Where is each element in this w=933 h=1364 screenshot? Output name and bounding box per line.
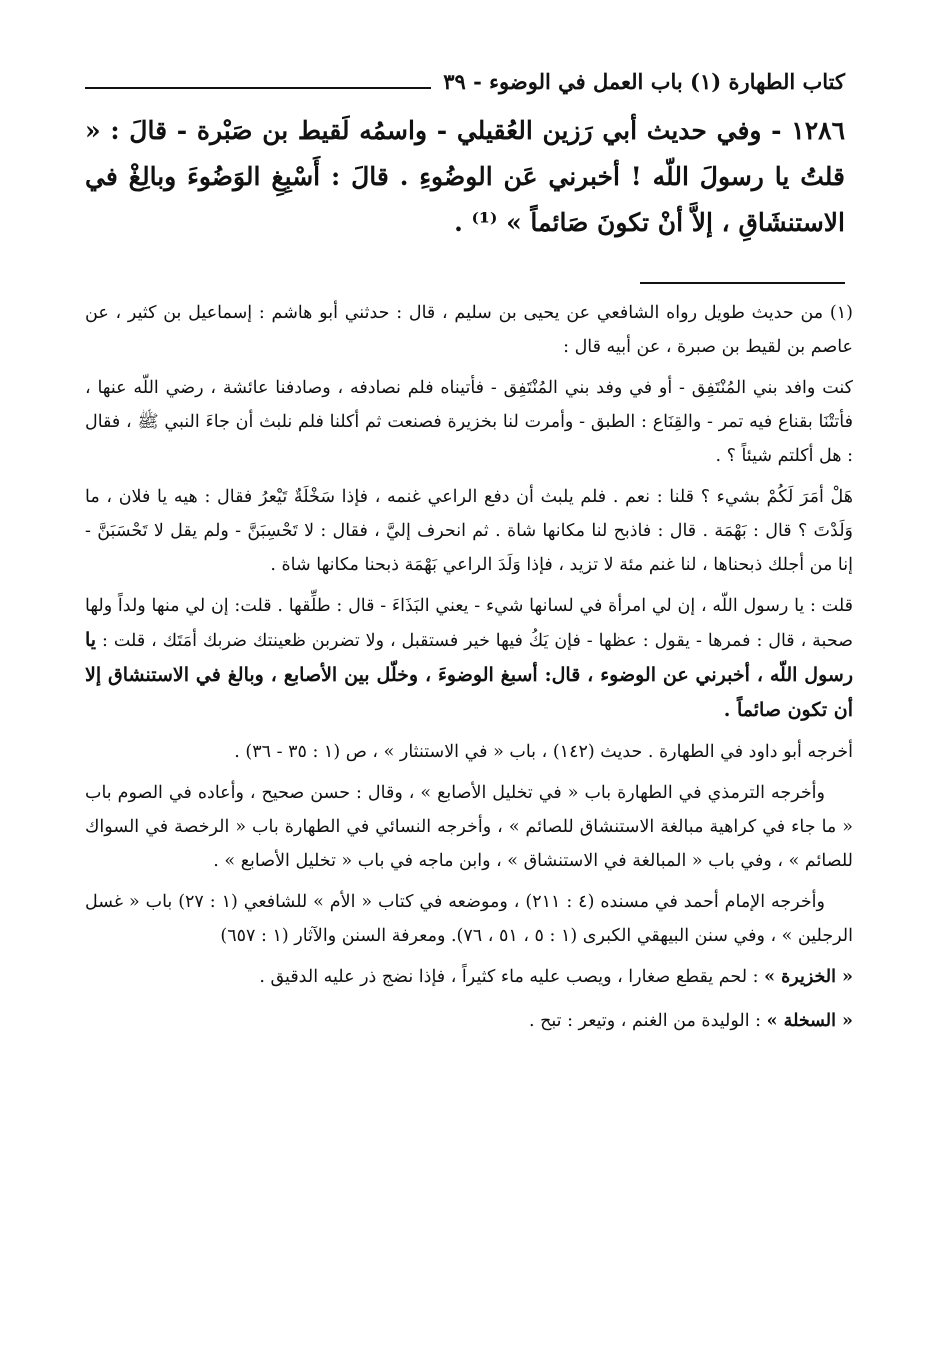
narration-bold-text: يا رسول اللّه ، أخبرني عن الوضوء ، قال: أسبغ الوضوءَ ، وخلّل بين الأصابع ، وبالغ في الاستنشاق إلا أن تكون صائماً . <box>85 629 853 721</box>
hadith-paragraph: ١٢٨٦ - وفي حديث أبي رَزين العُقيلي - واسمُه لَقيط بن صَبْرة - قالَ : « قلتُ يا رسولَ اللّه ! أخبرني عَن الوضُوءِ . قالَ : أَسْبِغِ الوَضُوءَ وبالِغْ في الاستنشَاقِ ، إلاَّ أنْ تكونَ صَائماً » ⁽¹⁾ . <box>85 116 845 237</box>
narration-text: قلت : يا رسول اللّه ، إن لي امرأة في لسانها شيء - يعني البَذَاءَ - قال : طلِّقها . قلت: إن لي منها ولداً ولها صحبة ، قال : فمرها - يقول : عظها - فإن يَكُ فيها خير فستقبل ، ولا تضربن ظعينتك ضربك أمَتَك ، قلت : <box>85 596 853 651</box>
header-title: كتاب الطهارة (١) باب العمل في الوضوء - ٣٩ <box>443 69 845 94</box>
footnote-narration-3 <box>85 589 853 728</box>
glossary-definition: : الوليدة من الغنم ، وتيعر : تبح . <box>528 1011 762 1031</box>
footnote-narration-2: هَلْ أمَرَ لَكُمْ بشيء ؟ قلنا : نعم . فلم يلبث أن دفع الراعي غنمه ، فإذا سَخْلَةٌ تَيْعرُ فقال : هيه يا فلان ، ما وَلَدْتَ ؟ قال : بَهْمَة . قال : فاذبح لنا مكانها شاة . ثم انحرف إليَّ ، فقال : لا تَحْسِبَنَّ - ولم يقل لا تَحْسَبَنَّ - إنا من أجلك ذبحناها ، لنا غنم مئة لا تزيد ، فإذا وَلَدَ الراعي بَهْمَة ذبحنا مكانها شاة . <box>85 487 853 575</box>
glossary-item <box>85 1004 853 1038</box>
footnote-source-2: وأخرجه الترمذي في الطهارة باب « في تخليل الأصابع » ، وقال : حسن صحيح ، وأعاده في الصوم باب « ما جاء في كراهية مبالغة الاستنشاق للصائم » ، وأخرجه النسائي في الطهارة باب « الرخصة في السواك للصائم » ، وفي باب « المبالغة في الاستنشاق » ، وابن ماجه في باب « تخليل الأصابع » . <box>85 783 853 871</box>
glossary-term: « السخلة » <box>766 1011 853 1031</box>
glossary-definition: : لحم يقطع صغارا ، ويصب عليه ماء كثيراً ، فإذا نضج ذر عليه الدقيق . <box>259 967 759 987</box>
glossary <box>85 960 853 1038</box>
glossary-item <box>85 960 853 994</box>
header-rule <box>85 87 431 89</box>
running-header <box>85 52 845 92</box>
footnote-intro: (١) من حديث طويل رواه الشافعي عن يحيى بن سليم ، قال : حدثني أبو هاشم : إسماعيل بن كثير ، عن عاصم بن لقيط بن صبرة ، عن أبيه قال : <box>85 303 853 357</box>
footnote-source-3: وأخرجه الإمام أحمد في مسنده (٤ : ٢١١) ، وموضعه في كتاب « الأم » للشافعي (١ : ٢٧) باب « غسل الرجلين » ، وفي سنن البيهقي الكبرى (١ : ٥ ، ٥١ ، ٧٦). ومعرفة السنن والآثار (١ : ٦٥٧) <box>85 892 853 946</box>
footnote-separator <box>640 282 845 284</box>
glossary-term: « الخزيرة » <box>764 967 853 987</box>
footnotes <box>85 296 853 1048</box>
hadith-text <box>85 108 845 246</box>
footnote-narration-1: كنت وافد بني المُنْتَفِق - أو في وفد بني المُنْتَفِق - فأتيناه فلم نصادفه ، وصادفنا عائشة ، رضي اللّه عنها ، فأتتْنَا بقناع فيه تمر - والقِنَاع : الطبق - وأمرت لنا بخزيرة فصنعت ثم أكلنا فلم نلبث أن جاءَ النبي ﷺ ، فقال : هل أكلتم شيئاً ؟ . <box>85 378 853 466</box>
footnote-source-1: أخرجه أبو داود في الطهارة . حديث (١٤٢) ، باب « في الاستنثار » ، ص (١ : ٣٥ - ٣٦) . <box>234 742 853 762</box>
